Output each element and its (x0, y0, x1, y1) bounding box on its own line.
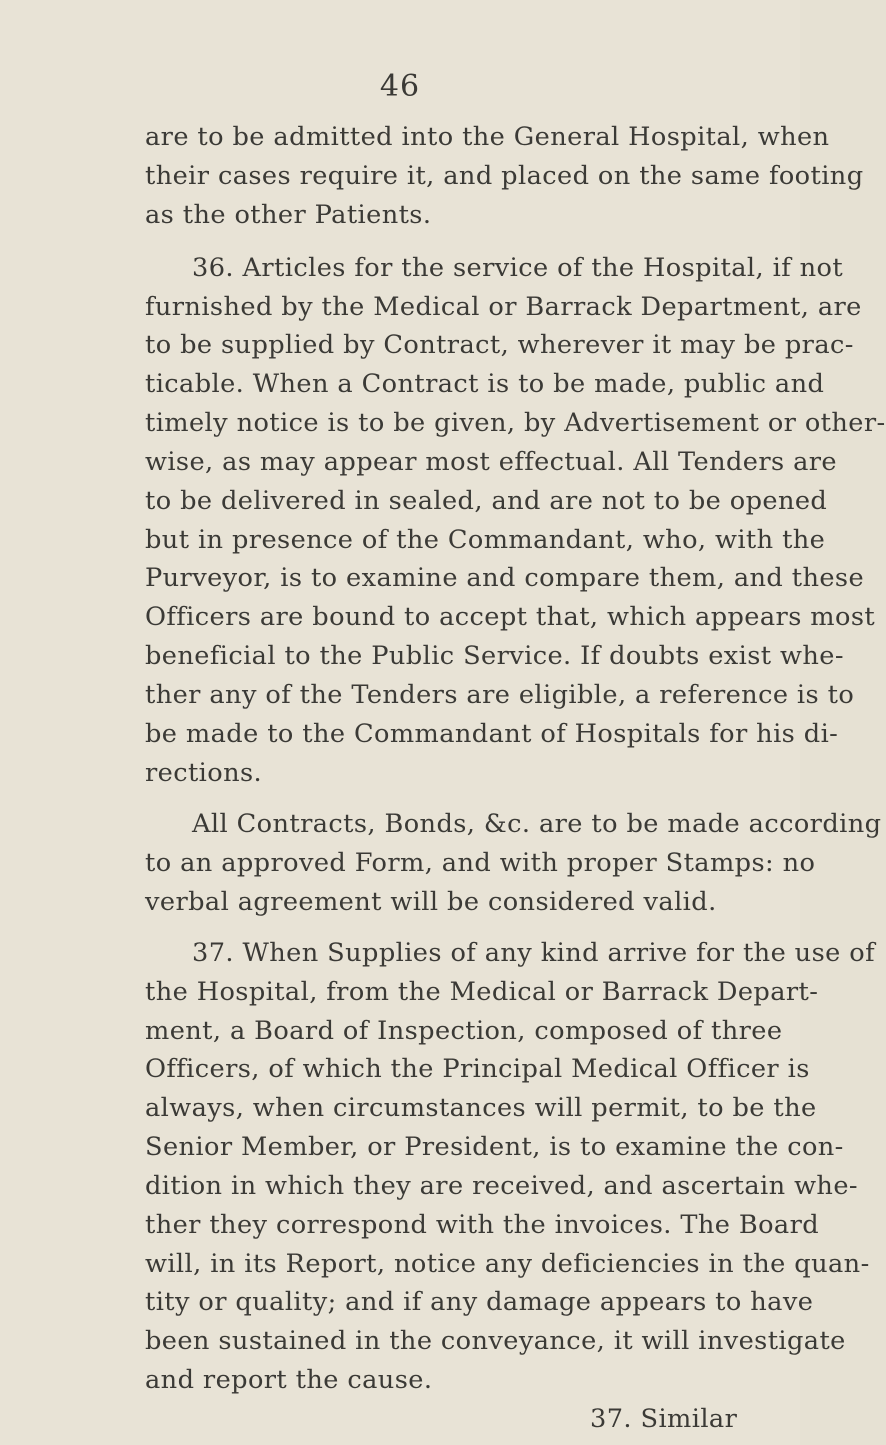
text-line: been sustained in the conveyance, it will investigate (145, 1326, 846, 1357)
text-line: rections. (145, 757, 263, 788)
text-line: as the other Patients. (145, 199, 432, 230)
text-line: be made to the Commandant of Hospitals for his di- (145, 718, 839, 749)
text-line: All Contracts, Bonds, &c. are to be made according (192, 808, 882, 839)
text-line: the Hospital, from the Medical or Barrack Depart- (145, 976, 819, 1007)
text-line: ment, a Board of Inspection, composed of three (145, 1015, 783, 1046)
text-line: their cases require it, and placed on the same footing (145, 160, 864, 191)
page-number: 46 (379, 69, 421, 104)
catchword: 37. Similar (590, 1404, 738, 1434)
text-line: 36. Articles for the service of the Hospital, if not (192, 252, 844, 283)
text-line: to be delivered in sealed, and are not to be opened (145, 485, 828, 516)
text-line: furnished by the Medical or Barrack Department, are (145, 291, 862, 322)
text-line: verbal agreement will be considered valid. (145, 886, 717, 917)
text-line: Officers are bound to accept that, which appears most (145, 602, 876, 633)
text-line: are to be admitted into the General Hospital, when (145, 122, 830, 152)
text-line: tity or quality; and if any damage appears to have (145, 1287, 814, 1318)
text-line: to an approved Form, and with proper Stamps: no (145, 847, 816, 878)
text-line: Purveyor, is to examine and compare them, and these (145, 563, 865, 594)
text-line: ther they correspond with the invoices. The Board (145, 1209, 820, 1240)
text-line: will, in its Report, notice any deficiencies in the quan- (145, 1248, 870, 1279)
text-line: dition in which they are received, and ascertain whe- (145, 1170, 858, 1201)
text-line: ther any of the Tenders are eligible, a reference is to (145, 680, 855, 710)
text-line: 37. When Supplies of any kind arrive for the use of (192, 937, 875, 968)
text-line: but in presence of the Commandant, who, with the (145, 524, 826, 555)
text-line: and report the cause. (145, 1365, 433, 1396)
text-line: timely notice is to be given, by Advertisement or other- (145, 408, 886, 439)
text-line: Senior Member, or President, is to examine the con- (145, 1132, 844, 1163)
text-line: to be supplied by Contract, wherever it may be prac- (145, 330, 854, 361)
text-line: always, when circumstances will permit, to be the (145, 1093, 817, 1124)
text-line: wise, as may appear most effectual. All Tenders are (145, 446, 837, 477)
text-line: ticable. When a Contract is to be made, public and (145, 369, 825, 400)
text-line: Officers, of which the Principal Medical Officer is (145, 1054, 810, 1085)
text-line: beneficial to the Public Service. If doubts exist whe- (145, 641, 844, 672)
